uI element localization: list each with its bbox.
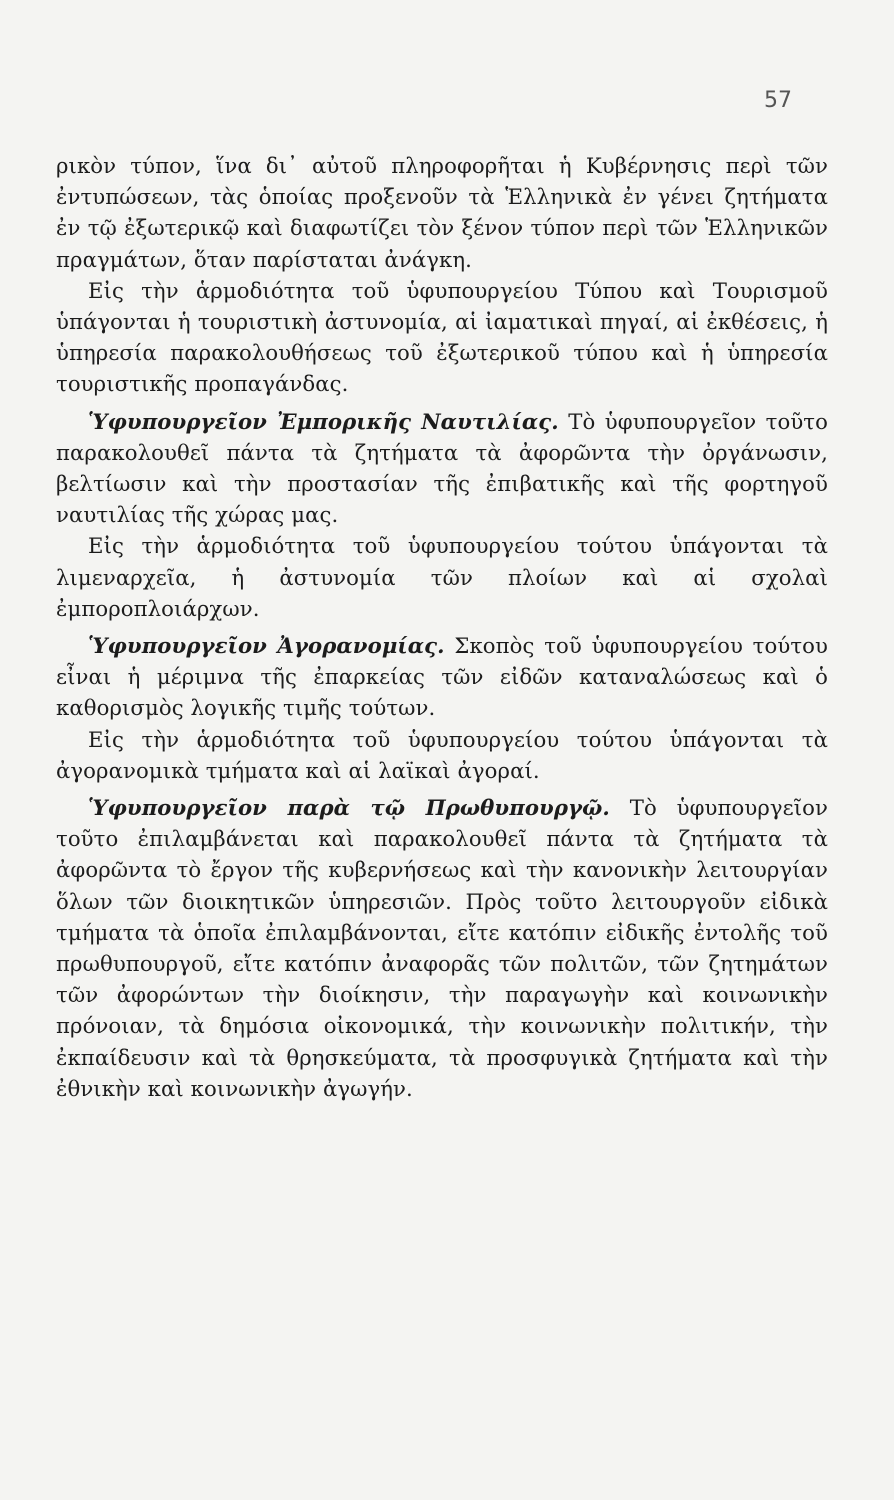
- paragraph-continuation: ρικὸν τύπον, ἵνα δι᾿ αὐτοῦ πληροφορῆται ἡ Κυβέρνησις περὶ τῶν ἐντυπώσεων, τὰς ὁποίας προξενοῦν τὰ Ἑλληνικὰ ἐν γένει ζητήματα ἐν τῷ ἐξωτερικῷ καὶ διαφωτίζει τὸν ξένον τύπον περὶ τῶν Ἑλληνικῶν πραγμάτων, ὅταν παρίσταται ἀνάγκη.: [56, 153, 828, 272]
- page-number: 57: [764, 88, 792, 113]
- section-heading-market-regulation: Ὑφυπουργεῖον Ἀγορανομίας.: [88, 633, 445, 659]
- section-heading-merchant-marine: Ὑφυπουργεῖον Ἐμπορικῆς Ναυτιλίας.: [88, 408, 559, 434]
- paragraph-market-regulation-responsibilities: Εἰς τὴν ἁρμοδιότητα τοῦ ὑφυπουργείου τούτου ὑπάγονται τὰ ἀγορανομικὰ τμήματα καὶ αἱ λαϊκαὶ ἀγοραί.: [56, 726, 828, 783]
- paragraph-market-regulation: [56, 630, 828, 724]
- paragraph-tourism-responsibilities: Εἰς τὴν ἁρμοδιότητα τοῦ ὑφυπουργείου Τύπου καὶ Τουρισμοῦ ὑπάγονται ἡ τουριστικὴ ἀστυνομία, αἱ ἰαματικαὶ πηγαί, αἱ ἐκθέσεις, ἡ ὑπηρεσία παρακολουθήσεως τοῦ ἐξωτερικοῦ τύπου καὶ ἡ ὑπηρεσία τουριστικῆς προπαγάνδας.: [56, 277, 828, 397]
- body-text: [56, 150, 828, 1104]
- paragraph-merchant-marine-responsibilities: Εἰς τὴν ἁρμοδιότητα τοῦ ὑφυπουργείου τούτου ὑπάγονται τὰ λιμεναρχεῖα, ἡ ἀστυνομία τῶν πλοίων καὶ αἱ σχολαὶ ἐμποροπλοιάρχων.: [56, 533, 828, 621]
- section-text-merchant-marine: Τὸ ὑφυπουργεῖον τοῦτο παρακολουθεῖ πάντα τὰ ζητήματα τὰ ἀφορῶντα τὴν ὀργάνωσιν, βελτίωσιν καὶ τὴν προστασίαν τῆς ἐπιβατικῆς καὶ τῆς φορτηγοῦ ναυτιλίας τῆς χώρας μας.: [56, 408, 828, 528]
- section-heading-prime-minister-office: Ὑφυπουργεῖον παρὰ τῷ Πρωθυπουργῷ.: [88, 795, 610, 821]
- paragraph-prime-minister-office: [56, 792, 828, 1104]
- paragraph-merchant-marine: [56, 406, 828, 531]
- section-text-prime-minister-office: Τὸ ὑφυπουργεῖον τοῦτο ἐπιλαμβάνεται καὶ παρακολουθεῖ πάντα τὰ ζητήματα τὰ ἀφορῶντα τὸ ἔργον τῆς κυβερνήσεως καὶ τὴν κανονικὴν λειτουργίαν ὅλων τῶν διοικητικῶν ὑπηρεσιῶν. Πρὸς τοῦτο λειτουργοῦν εἰδικὰ τμήματα τὰ ὁποῖα ἐπιλαμβάνονται, εἴτε κατόπιν εἰδικῆς ἐντολῆς τοῦ πρωθυπουργοῦ, εἴτε κατόπιν ἀναφορᾶς τῶν πολιτῶν, τῶν ζητημάτων τῶν ἀφορώντων τὴν διοίκησιν, τὴν παραγωγὴν καὶ κοινωνικὴν πρόνοιαν, τὰ δημόσια οἰκονομικά, τὴν κοινωνικὴν πολιτικήν, τὴν ἐκπαίδευσιν καὶ τὰ θρησκεύματα, τὰ προσφυγικὰ ζητήματα καὶ τὴν ἐθνικὴν καὶ κοινωνικὴν ἀγωγήν.: [56, 795, 829, 1101]
- section-text-market-regulation: Σκοπὸς τοῦ ὑφυπουργείου τούτου εἶναι ἡ μέριμνα τῆς ἐπαρκείας τῶν εἰδῶν καταναλώσεως καὶ ὁ καθορισμὸς λογικῆς τιμῆς τούτων.: [56, 633, 828, 721]
